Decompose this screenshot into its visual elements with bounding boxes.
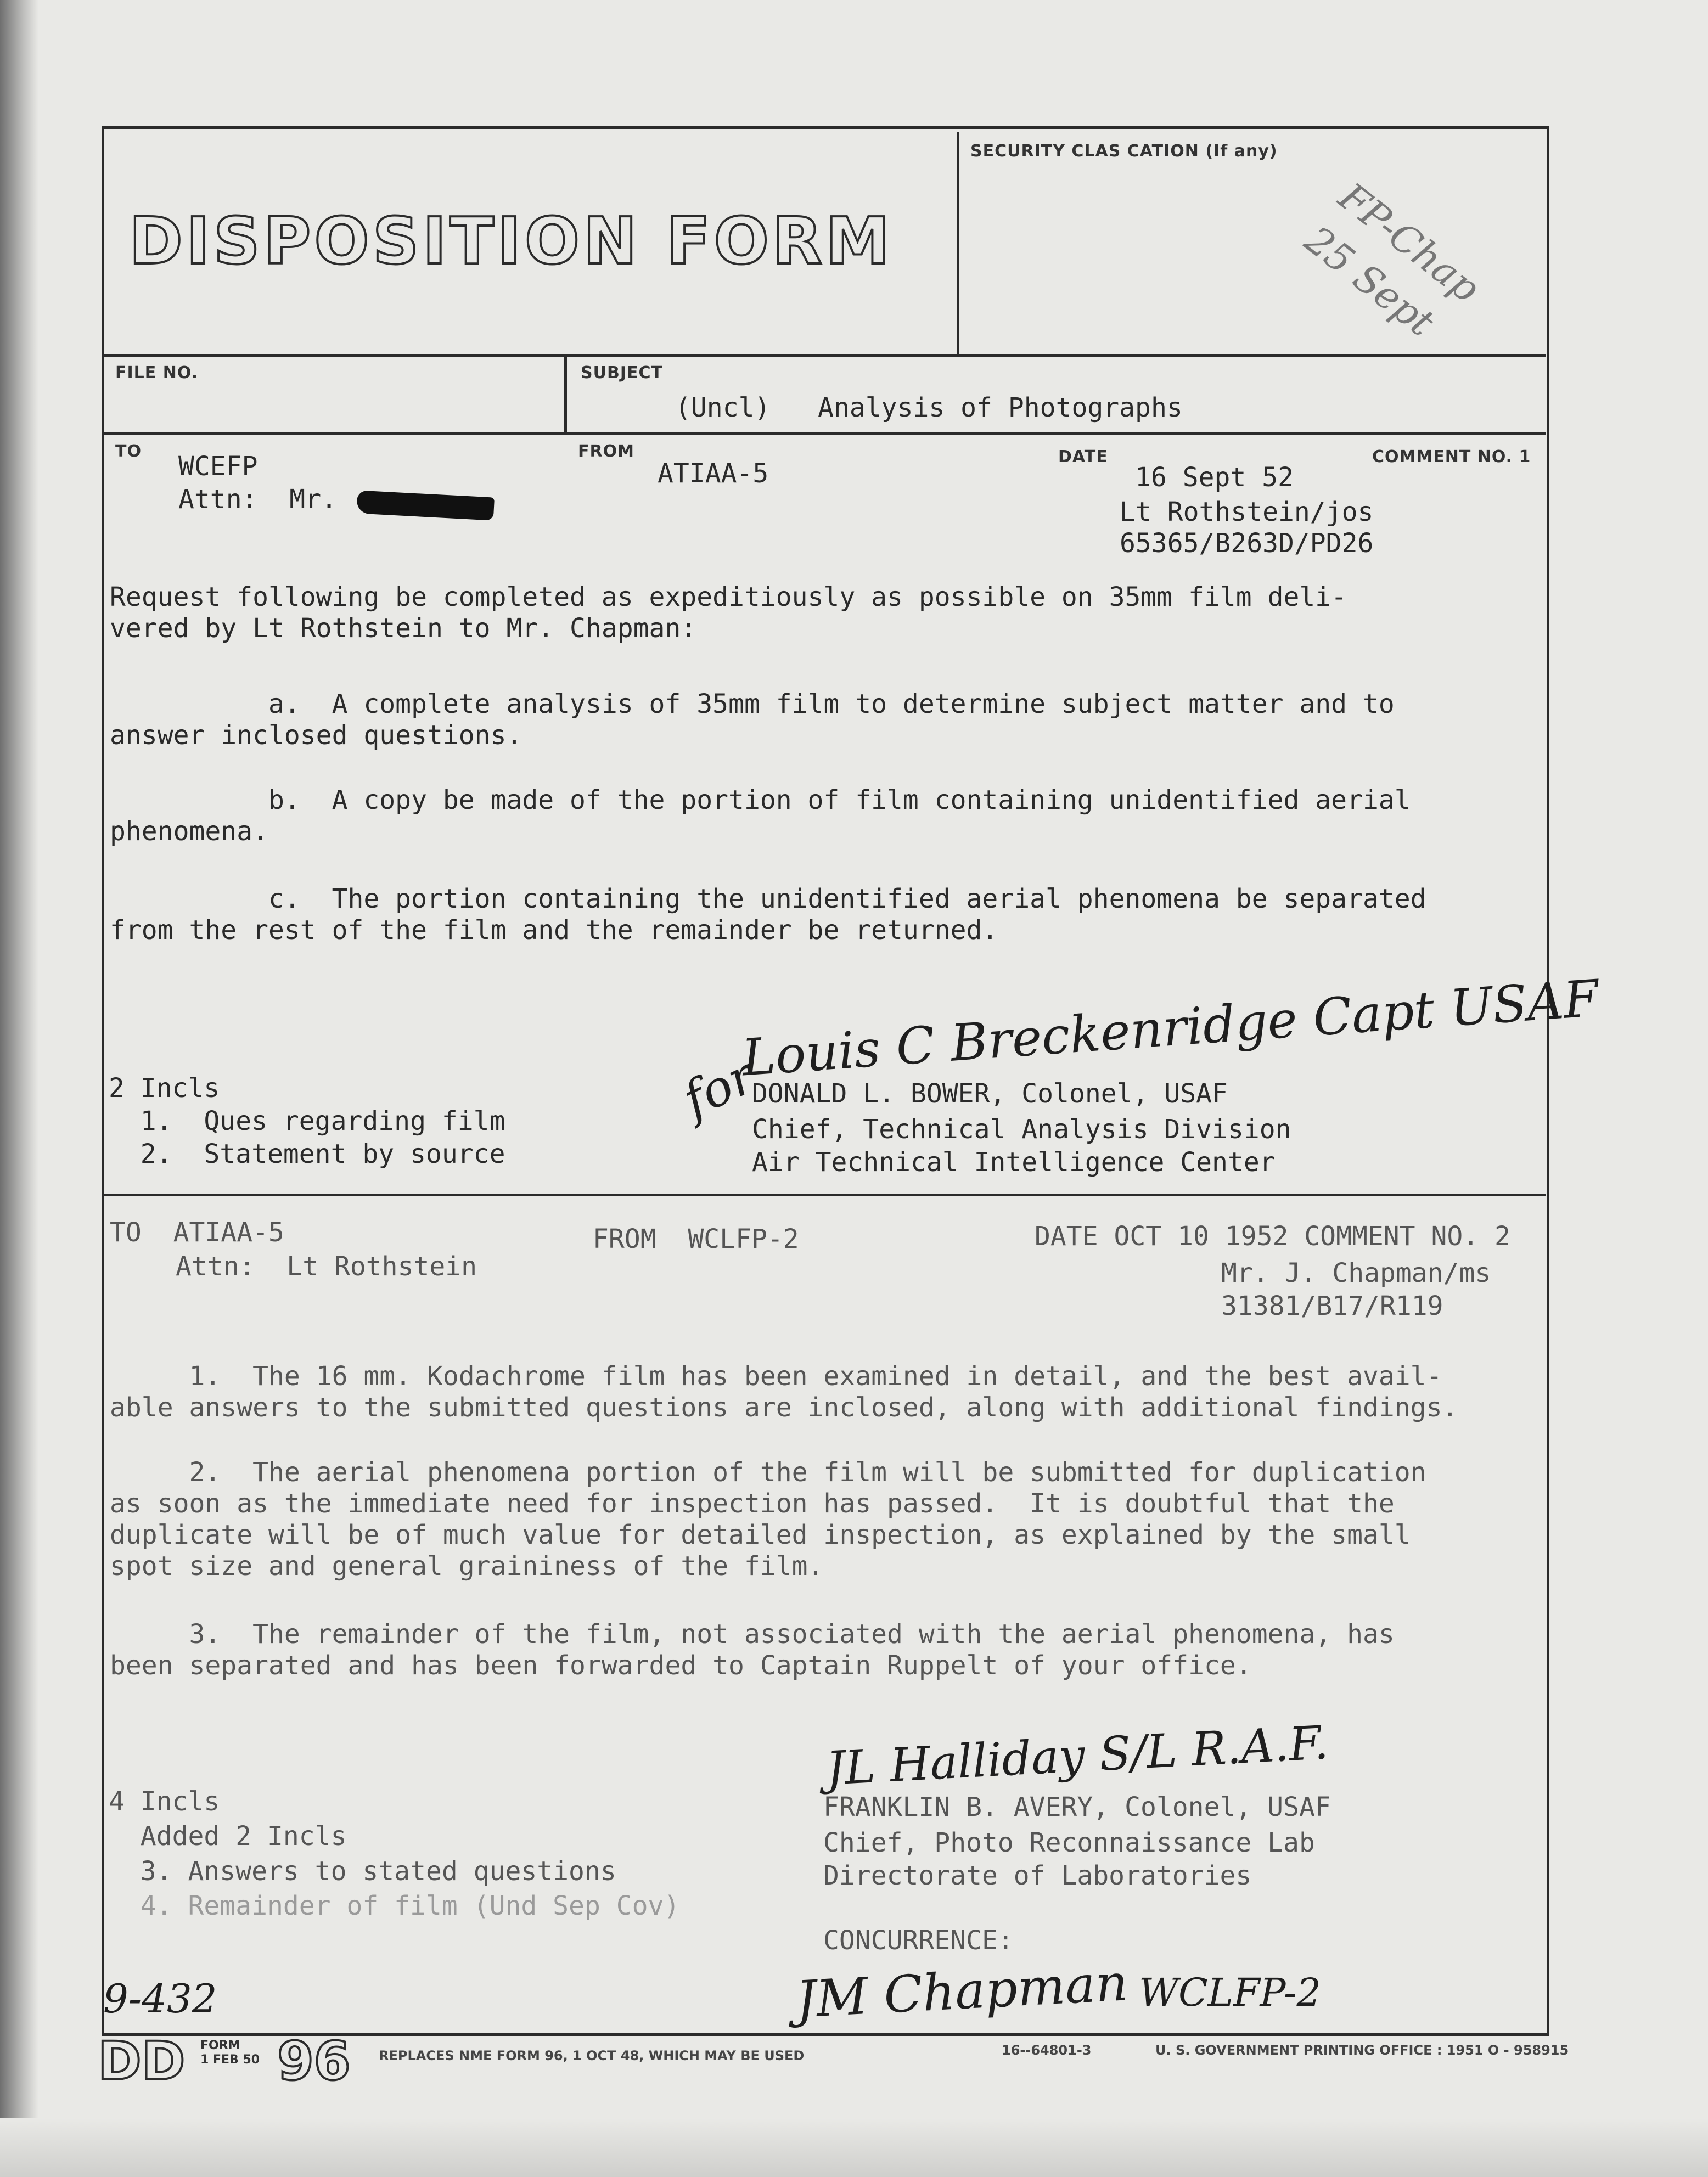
date-value: 16 Sept 52 [1135, 462, 1294, 493]
comment2-date: DATE OCT 10 1952 COMMENT NO. 2 [1035, 1221, 1510, 1252]
file-number-handwritten: 9-432 [103, 1976, 217, 2022]
comment2-paragraph-1: 1. The 16 mm. Kodachrome film has been examined in detail, and the best avail- able answers to the submitted questions are inclosed, along with additional findings. [110, 1361, 1458, 1423]
request-item-a: a. A complete analysis of 35mm film to determine subject matter and to answer inclosed questions. [110, 689, 1395, 751]
comment2-from: FROM WCLFP-2 [593, 1224, 799, 1255]
print-code: 16--64801-3 [1002, 2043, 1092, 2058]
inclosure-2: 2. Statement by source [109, 1139, 505, 1169]
form-series-dd: DD [98, 2030, 186, 2092]
concurrence-office: WCLFP-2 [1139, 1970, 1322, 2015]
security-classification-label: SECURITY CLAS CATION (If any) [970, 142, 1278, 161]
comment2-inclosure-3: 3. Answers to stated questions [109, 1856, 616, 1887]
file-no-label: FILE NO. [115, 363, 199, 382]
comment2-inclosures-added: Added 2 Incls [109, 1821, 347, 1852]
margin-routing-note: FP-Chap 25 Sept [1296, 174, 1488, 345]
reference-name: Lt Rothstein/jos [1120, 497, 1374, 527]
inclosure-1: 1. Ques regarding film [109, 1106, 505, 1137]
request-intro: Request following be completed as expeditiously as possible on 35mm film deli- vered by Lt Rothstein to Mr. Chapman: [110, 582, 1347, 644]
header-rule [102, 354, 1546, 357]
for-mark: for [674, 1047, 764, 1129]
to-label: TO [115, 442, 142, 461]
comment2-inclosure-4: 4. Remainder of film (Und Sep Cov) [109, 1891, 680, 1921]
concurrence-label: CONCURRENCE: [823, 1925, 1014, 1956]
replaces-note: REPLACES NME FORM 96, 1 OCT 48, WHICH MAY BE USED [379, 2048, 805, 2063]
inclosures-header: 2 Incls [109, 1073, 220, 1104]
handwritten-signature-1: Louis C Breckenridge Capt USAF [740, 969, 1601, 1088]
subject-text: (Uncl) Analysis of Photographs [675, 392, 1183, 423]
reference-code: 65365/B263D/PD26 [1120, 528, 1374, 559]
date-label: DATE [1058, 447, 1108, 466]
scan-left-edge [0, 0, 38, 2177]
comment2-signer-name: FRANKLIN B. AVERY, Colonel, USAF [823, 1792, 1331, 1822]
subject-rule [102, 432, 1546, 435]
handwritten-signature-2: JL Halliday S/L R.A.F. [825, 1715, 1330, 1796]
comment2-signer-organization: Directorate of Laboratories [823, 1860, 1252, 1891]
fileno-divider-vertical [564, 357, 567, 434]
request-item-c: c. The portion containing the unidentified aerial phenomena be separated from the rest of the film and the remainder be returned. [110, 884, 1426, 946]
comment2-to: TO ATIAA-5 [110, 1217, 284, 1248]
to-value: WCEFP [178, 451, 258, 482]
from-label: FROM [578, 442, 634, 461]
scan-bottom-edge [0, 2118, 1708, 2177]
attn-value: Attn: Mr. [178, 484, 337, 515]
form-edition-label: FORM 1 FEB 50 [200, 2039, 260, 2067]
concurrence-signature: JM Chapman [794, 1953, 1130, 2029]
signer-organization: Air Technical Intelligence Center [752, 1147, 1276, 1178]
comment2-paragraph-3: 3. The remainder of the film, not associated with the aerial phenomena, has been separated and has been forwarded to Captain Ruppelt of your office. [110, 1619, 1395, 1681]
comment2-paragraph-2: 2. The aerial phenomena portion of the film will be submitted for duplication as soon as the immediate need for inspection has passed. It is doubtful that the duplicate will be of much value for detailed inspection, as explained by the small spot size and general graininess of the film. [110, 1457, 1426, 1582]
gpo-imprint: U. S. GOVERNMENT PRINTING OFFICE : 1951 O - 958915 [1155, 2043, 1569, 2058]
form-title: DISPOSITION FORM [129, 203, 894, 279]
comment2-reference-name: Mr. J. Chapman/ms [1221, 1258, 1491, 1289]
signer-title: Chief, Technical Analysis Division [752, 1114, 1291, 1145]
signer-name: DONALD L. BOWER, Colonel, USAF [752, 1078, 1228, 1109]
comment-number-label: COMMENT NO. 1 [1372, 447, 1531, 466]
comment2-signer-title: Chief, Photo Reconnaissance Lab [823, 1827, 1315, 1858]
comment2-reference-code: 31381/B17/R119 [1221, 1291, 1443, 1321]
from-value: ATIAA-5 [658, 458, 769, 489]
form-number: 96 [277, 2030, 351, 2092]
comment2-inclosures-header: 4 Incls [109, 1786, 220, 1817]
comment-divider [102, 1194, 1546, 1196]
subject-label: SUBJECT [581, 363, 663, 382]
request-item-b: b. A copy be made of the portion of film containing unidentified aerial phenomena. [110, 785, 1411, 847]
comment2-attn: Attn: Lt Rothstein [176, 1251, 477, 1282]
header-divider-vertical [957, 132, 959, 354]
